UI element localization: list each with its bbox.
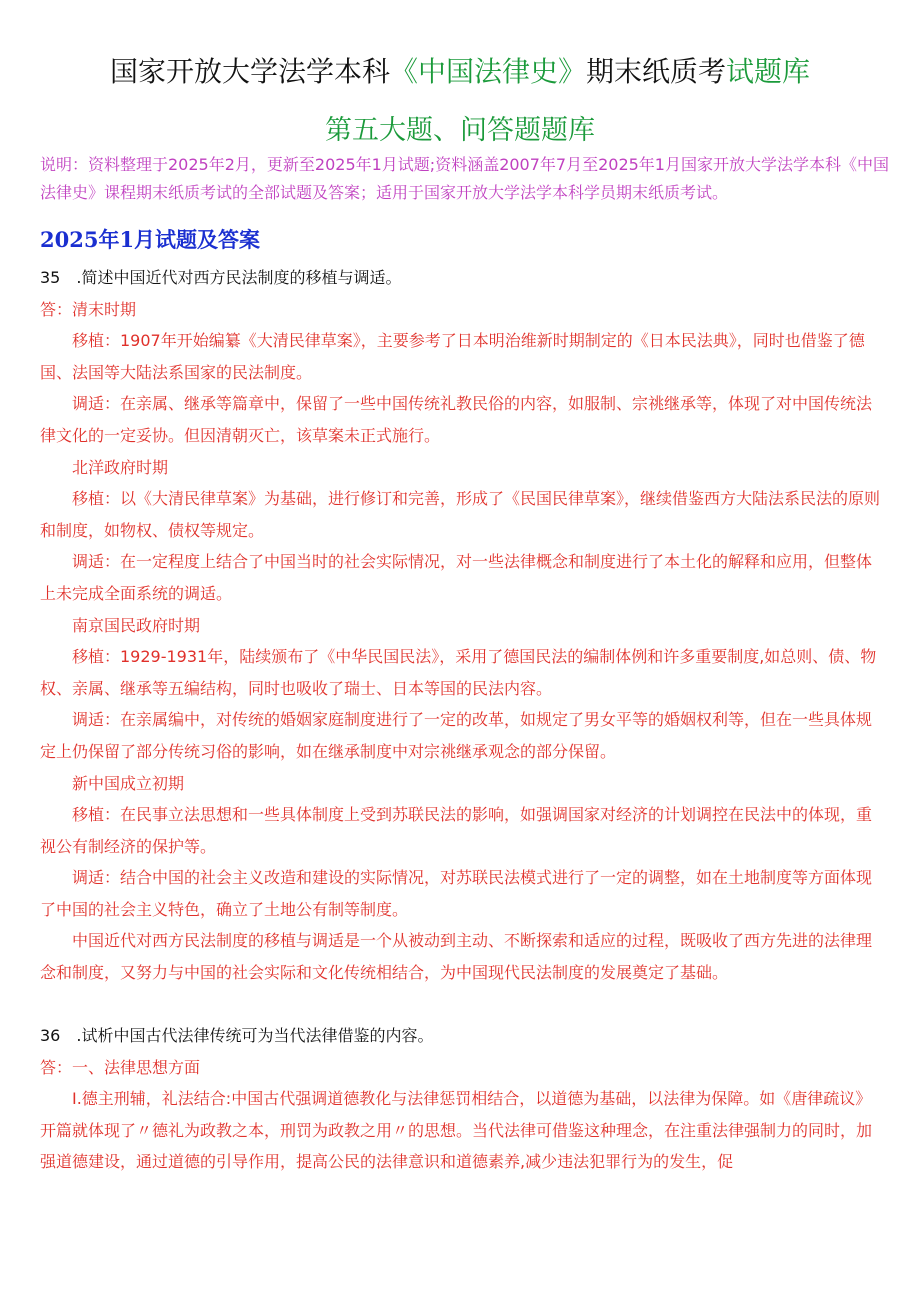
answer-35-period-heading: 新中国成立初期 xyxy=(72,773,185,793)
title-part-c: 期末纸质考 xyxy=(586,55,727,88)
section-heading: 2025年1月试题及答案 xyxy=(40,227,261,252)
answer-35-paragraph: 移植：1907年开始编纂《大清民律草案》，主要参考了日本明治维新时期制定的《日本民法典》，同时也借鉴了德国、法国等大陆法系国家的民法制度。 xyxy=(40,331,865,382)
answer-35-paragraph: 移植：1929-1931年，陆续颁布了《中华民国民法》，采用了德国民法的编制体例和许多重要制度,如总则、债、物权、亲属、继承等五编结构，同时也吸收了瑞士、日本等国的民法内容。 xyxy=(40,647,877,698)
description-note: 说明：资料整理于2025年2月，更新至2025年1月试题;资料涵盖2007年7月至2025年1月国家开放大学法学本科《中国法律史》课程期末纸质考试的全部试题及答案；适用于国家开放大学法学本科学员期末纸质考试。 xyxy=(40,155,889,202)
answer-35-period-heading: 南京国民政府时期 xyxy=(72,615,201,635)
answer-36-lead: 答：一、法律思想方面 xyxy=(40,1057,201,1077)
answer-36-paragraph: Ⅰ.德主刑辅，礼法结合:中国古代强调道德教化与法律惩罚相结合，以道德为基础，以法律为保障。如《唐律疏议》开篇就体现了〃德礼为政教之本，刑罚为政教之用〃的思想。当代法律可借鉴这种理念，在注重法律强制力的同时，加强道德建设，通过道德的引导作用，提高公民的法律意识和道德素养,减少违法犯罪行为的发生，促 xyxy=(40,1089,873,1172)
answer-35-conclusion: 中国近代对西方民法制度的移植与调适是一个从被动到主动、不断探索和适应的过程，既吸收了西方先进的法律理念和制度，又努力与中国的社会实际和文化传统相结合，为中国现代民法制度的发展奠定了基础。 xyxy=(40,931,873,983)
question-35-block xyxy=(40,262,882,989)
question-36-block xyxy=(40,1020,882,1178)
question-35-text: 35 .简述中国近代对西方民法制度的移植与调适。 xyxy=(40,268,402,287)
title-part-d: 试题库 xyxy=(726,55,811,88)
question-36-text: 36 .试析中国古代法律传统可为当代法律借鉴的内容。 xyxy=(40,1026,434,1045)
answer-35-period-heading: 北洋政府时期 xyxy=(72,457,169,477)
page-subtitle: 第五大题、问答题题库 xyxy=(325,115,595,146)
answer-35-paragraph: 调适：在一定程度上结合了中国当时的社会实际情况，对一些法律概念和制度进行了本土化的解释和应用，但整体上未完成全面系统的调适。 xyxy=(40,552,873,603)
answer-35-paragraph: 移植：在民事立法思想和一些具体制度上受到苏联民法的影响，如强调国家对经济的计划调控在民法中的体现，重视公有制经济的保护等。 xyxy=(40,805,873,856)
answer-35-lead: 答：清末时期 xyxy=(40,299,137,319)
answer-35-paragraph: 调适：在亲属编中，对传统的婚姻家庭制度进行了一定的改革，如规定了男女平等的婚姻权利等，但在一些具体规定上仍保留了部分传统习俗的影响，如在继承制度中对宗祧继承观念的部分保留。 xyxy=(40,710,873,761)
answer-35-paragraph: 移植：以《大清民律草案》为基础，进行修订和完善，形成了《民国民律草案》，继续借鉴西方大陆法系民法的原则和制度，如物权、债权等规定。 xyxy=(40,489,881,540)
answer-35-paragraph: 调适：在亲属、继承等篇章中，保留了一些中国传统礼教民俗的内容，如服制、宗祧继承等，体现了对中国传统法律文化的一定妥协。但因清朝灭亡，该草案未正式施行。 xyxy=(40,394,873,445)
answer-35-paragraph: 调适：结合中国的社会主义改造和建设的实际情况，对苏联民法模式进行了一定的调整，如在土地制度等方面体现了中国的社会主义特色，确立了土地公有制等制度。 xyxy=(40,868,873,919)
title-part-course: 《中国法律史》 xyxy=(389,55,586,88)
title-part-a: 国家开放大学法学本科 xyxy=(109,55,390,88)
page-title xyxy=(0,50,920,90)
